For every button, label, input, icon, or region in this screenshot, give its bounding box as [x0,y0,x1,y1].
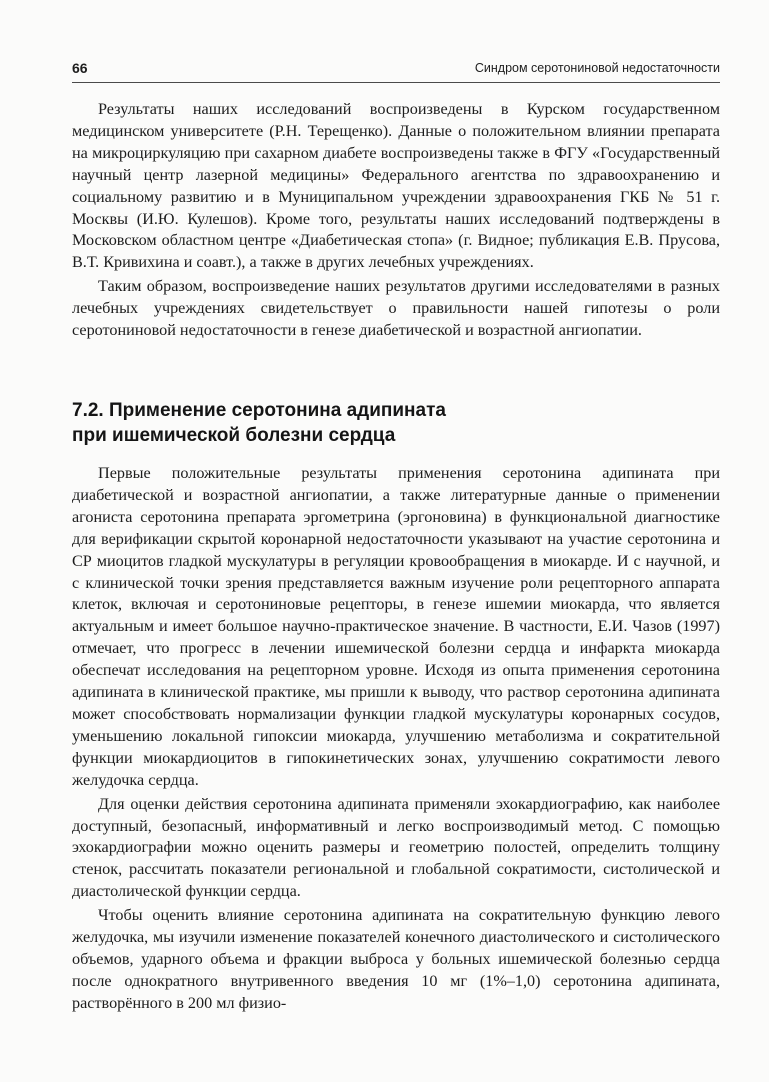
section-body-text [72,463,720,1017]
section-heading [72,398,720,448]
page-number: 66 [72,60,88,76]
section-heading-line: при ишемической болезни сердца [72,425,396,446]
paragraph: Чтобы оценить влияние серотонина адипината на сократительную функцию левого желудочка, мы изучили изменение показателей конечного диастолического и систолического объемов, ударного объема и фракции выброса у больных ишемической болезнью сердца после однократного внутривенного введения 10 мг (1%–1,0) серотонина адипината, растворённого в 200 мл физио- [72,906,720,1012]
paragraph: Для оценки действия серотонина адипината применяли эхокардиографию, как наиболее доступный, безопасный, информативный и легко воспроизводимый метод. С помощью эхокардиографии можно оценить размеры и геометрию полостей, определить толщину стенок, рассчитать показатели региональной и глобальной сократимости, систолической и диастолической функции сердца. [72,794,720,901]
section-heading-line: 7.2. Применение серотонина адипината [72,400,446,421]
paragraph: Результаты наших исследований воспроизведены в Курском государственном медицинском университете (Р.Н. Терещенко). Данные о положительном влиянии препарата на микроциркуляцию при сахарном диабете воспроизведены также в ФГУ «Государственный научный центр лазерной медицины» Федерального агентства по здравоохранению и социальному развитию и в Муниципальном учреждении здравоохранения ГКБ № 51 г. Москвы (И.Ю. Кулешов). Кроме того, результаты наших исследований подтверждены в Московском областном центре «Диабетическая стопа» (г. Видное; публикация Е.В. Прусова, В.Т. Кривихина и соавт.), а также в других лечебных учреждениях. [72,100,720,272]
running-title: Синдром серотониновой недостаточности [474,61,720,75]
paragraph: Таким образом, воспроизведение наших результатов другими исследователями в разных лечебных учреждениях свидетельствует о правильности нашей гипотезы о роли серотониновой недостаточности в генезе диабетической и возрастной ангиопатии. [72,277,720,340]
page-header [72,56,720,83]
section-intro-text [72,99,720,344]
paragraph: Первые положительные результаты применения серотонина адипината при диабетической и возрастной ангиопатии, а также литературные данные о применении агониста серотонина препарата эргометрина (эргоновина) в функциональной диагностике для верификации скрытой коронарной недостаточности указывают на участие серотонина и СР миоцитов гладкой мускулатуры в регуляции кровообращения в миокарде. И с научной, и с клинической точки зрения представляется важным изучение роли рецепторного аппарата клеток, включая и серотониновые рецепторы, в генезе ишемии миокарда, что является актуальным и имеет большое научно-практическое значение. В частности, Е.И. Чазов (1997) отмечает, что прогресс в лечении ишемической болезни сердца и инфаркта миокарда обеспечат исследования на рецепторном уровне. Исходя из опыта применения серотонина адипината в клинической практике, мы пришли к выводу, что раствор серотонина адипината может способствовать нормализации функции гладкой мускулатуры коронарных сосудов, уменьшению локальной гипоксии миокарда, улучшению метаболизма и сократительной функции миокардиоцитов в гипокинетических зонах, улучшению сократимости левого желудочка сердца. [72,464,720,789]
